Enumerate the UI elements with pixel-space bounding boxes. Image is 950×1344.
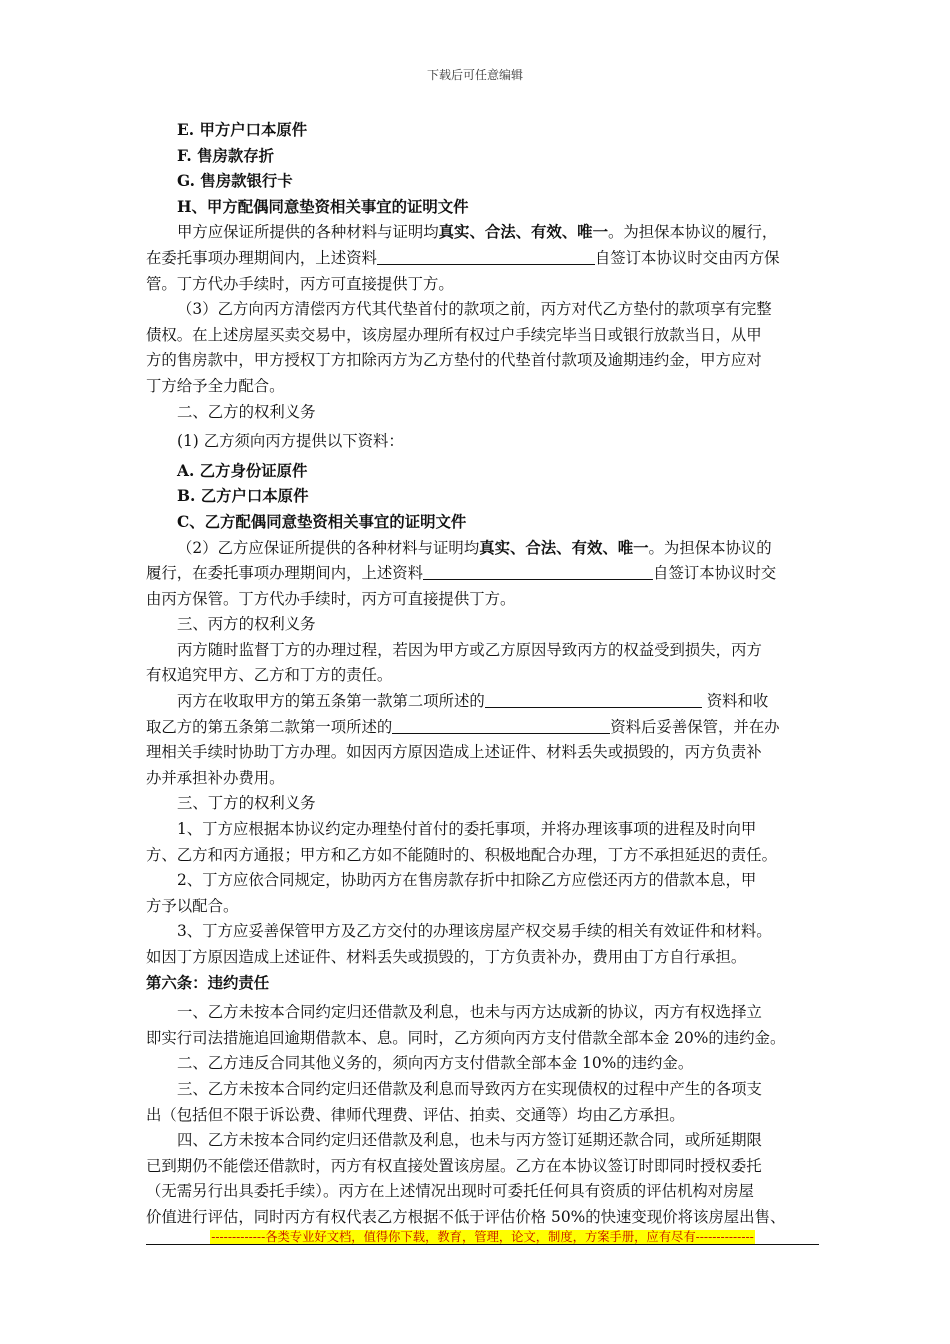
paragraph-line: 管。丁方代办手续时，丙方可直接提供丁方。 bbox=[146, 274, 454, 293]
paragraph-line: 由丙方保管。丁方代办手续时，丙方可直接提供丁方。 bbox=[146, 589, 516, 608]
bold-text: 真实、合法、有效、唯一 bbox=[438, 223, 608, 242]
line-text: 资料和收 bbox=[701, 692, 769, 711]
paragraph-line bbox=[146, 220, 826, 246]
paragraph-line: 二、乙方违反合同其他义务的，须向丙方支付借款全部本金 10%的违约金。 bbox=[177, 1054, 694, 1073]
paragraph-line: (1) 乙方须向丙方提供以下资料： bbox=[177, 432, 404, 451]
paragraph-line: C、乙方配偶同意垫资相关事宜的证明文件 bbox=[177, 512, 467, 531]
fill-in-blank bbox=[485, 690, 702, 708]
paragraph-line bbox=[146, 246, 826, 272]
paragraph-line: 有权追究甲方、乙方和丁方的责任。 bbox=[146, 666, 393, 685]
fill-in-blank bbox=[392, 716, 610, 734]
line-text: （2）乙方应保证所提供的各种材料与证明均 bbox=[177, 538, 480, 557]
paragraph-line: 1、丁方应根据本协议约定办理垫付首付的委托事项，并将办理该事项的进程及时向甲 bbox=[177, 820, 757, 839]
paragraph-line: （3）乙方向丙方清偿丙方代其代垫首付的款项之前，丙方对代乙方垫付的款项享有完整 bbox=[177, 300, 772, 319]
line-text: 在委托事项办理期间内，上述资料 bbox=[146, 248, 377, 267]
paragraph-line bbox=[146, 536, 826, 562]
fill-in-blank bbox=[423, 562, 653, 580]
paragraph-line: 二、乙方的权利义务 bbox=[177, 402, 316, 421]
paragraph-line: 丁方给予全力配合。 bbox=[146, 376, 285, 395]
line-text: 甲方应保证所提供的各种材料与证明均 bbox=[177, 223, 439, 242]
paragraph-line: 即实行司法措施追回逾期借款本、息。同时，乙方须向丙方支付借款全部本金 20%的违约金。 bbox=[146, 1028, 786, 1047]
paragraph-line: H、甲方配偶同意垫资相关事宜的证明文件 bbox=[177, 197, 469, 216]
line-text: 丙方在收取甲方的第五条第一款第二项所述的 bbox=[177, 692, 485, 711]
page-header: 下载后可任意编辑 bbox=[426, 68, 523, 82]
bold-text: 真实、合法、有效、唯一 bbox=[479, 538, 649, 557]
fill-in-blank bbox=[377, 247, 595, 265]
paragraph-line: 办并承担补办费用。 bbox=[146, 768, 285, 787]
paragraph-line: B. 乙方户口本原件 bbox=[177, 487, 309, 506]
line-text: 资料后妥善保管，并在办 bbox=[610, 717, 780, 736]
paragraph-line: 价值进行评估，同时丙方有权代表乙方根据不低于评估价格 50%的快速变现价将该房屋出售、 bbox=[146, 1207, 786, 1226]
paragraph-line: 丙方随时监督丁方的办理过程，若因为甲方或乙方原因导致丙方的权益受到损失，丙方 bbox=[177, 640, 762, 659]
paragraph-line: 方的售房款中，甲方授权丁方扣除丙方为乙方垫付的代垫首付款项及逾期违约金，甲方应对 bbox=[146, 351, 762, 370]
line-text: 自签订本协议时交 bbox=[653, 564, 777, 583]
paragraph-line: 三、丙方的权利义务 bbox=[177, 615, 316, 634]
paragraph-line: A. 乙方身份证原件 bbox=[177, 461, 308, 480]
paragraph-line: 已到期仍不能偿还借款时，丙方有权直接处置该房屋。乙方在本协议签订时即同时授权委托 bbox=[146, 1156, 762, 1175]
paragraph-line: E. 甲方户口本原件 bbox=[177, 121, 308, 139]
paragraph-line: （无需另行出具委托手续）。丙方在上述情况出现时可委托任何具有资质的评估机构对房屋 bbox=[146, 1182, 754, 1201]
paragraph-line bbox=[146, 715, 826, 741]
paragraph-line: 出（包括但不限于诉讼费、律师代理费、评估、拍卖、交通等）均由乙方承担。 bbox=[146, 1105, 685, 1124]
paragraph-line: 如因丁方原因造成上述证件、材料丢失或损毁的，丁方负责补办，费用由丁方自行承担。 bbox=[146, 948, 747, 966]
paragraph-line bbox=[146, 561, 826, 587]
paragraph-line: 一、乙方未按本合同约定归还借款及利息，也未与丙方达成新的协议，丙方有权选择立 bbox=[177, 1003, 762, 1022]
paragraph-line: 第六条：违约责任 bbox=[146, 973, 270, 992]
line-text: 。为担保本协议的履行， bbox=[607, 223, 778, 242]
paragraph-line: 三、乙方未按本合同约定归还借款及利息而导致丙方在实现债权的过程中产生的各项支 bbox=[177, 1079, 762, 1098]
footer-banner-text: -------------各类专业好文档，值得你下载，教育，管理，论文，制度，方案手册，应有尽有-------------- bbox=[211, 1230, 754, 1244]
line-text: 取乙方的第五条第二款第一项所述的 bbox=[146, 717, 393, 736]
footer-banner bbox=[146, 1226, 819, 1245]
document-body bbox=[146, 118, 826, 1231]
paragraph-line: 理相关手续时协助丁方办理。如因丙方原因造成上述证件、材料丢失或损毁的，丙方负责补 bbox=[146, 743, 762, 762]
paragraph-line: 债权。在上述房屋买卖交易中，该房屋办理所有权过户手续完毕当日或银行放款当日，从甲 bbox=[146, 325, 762, 344]
line-text: 履行，在委托事项办理期间内，上述资料 bbox=[146, 564, 424, 583]
paragraph-line bbox=[146, 689, 826, 715]
paragraph-line: G. 售房款银行卡 bbox=[177, 172, 293, 191]
paragraph-line: 三、丁方的权利义务 bbox=[177, 794, 316, 813]
paragraph-line: F. 售房款存折 bbox=[177, 146, 275, 165]
paragraph-line: 3、丁方应妥善保管甲方及乙方交付的办理该房屋产权交易手续的相关有效证件和材料。 bbox=[177, 922, 772, 941]
paragraph-line: 2、丁方应依合同规定，协助丙方在售房款存折中扣除乙方应偿还丙方的借款本息，甲 bbox=[177, 871, 757, 890]
paragraph-line: 方、乙方和丙方通报；甲方和乙方如不能随时的、积极地配合办理，丁方不承担延迟的责任。 bbox=[146, 845, 778, 864]
line-text: 。为担保本协议的 bbox=[648, 538, 772, 557]
paragraph-line: 方予以配合。 bbox=[146, 896, 239, 915]
line-text: 自签订本协议时交由丙方保 bbox=[594, 248, 780, 267]
footer-divider bbox=[146, 1244, 819, 1245]
paragraph-line: 四、乙方未按本合同约定归还借款及利息，也未与丙方签订延期还款合同，或所延期限 bbox=[177, 1131, 762, 1150]
